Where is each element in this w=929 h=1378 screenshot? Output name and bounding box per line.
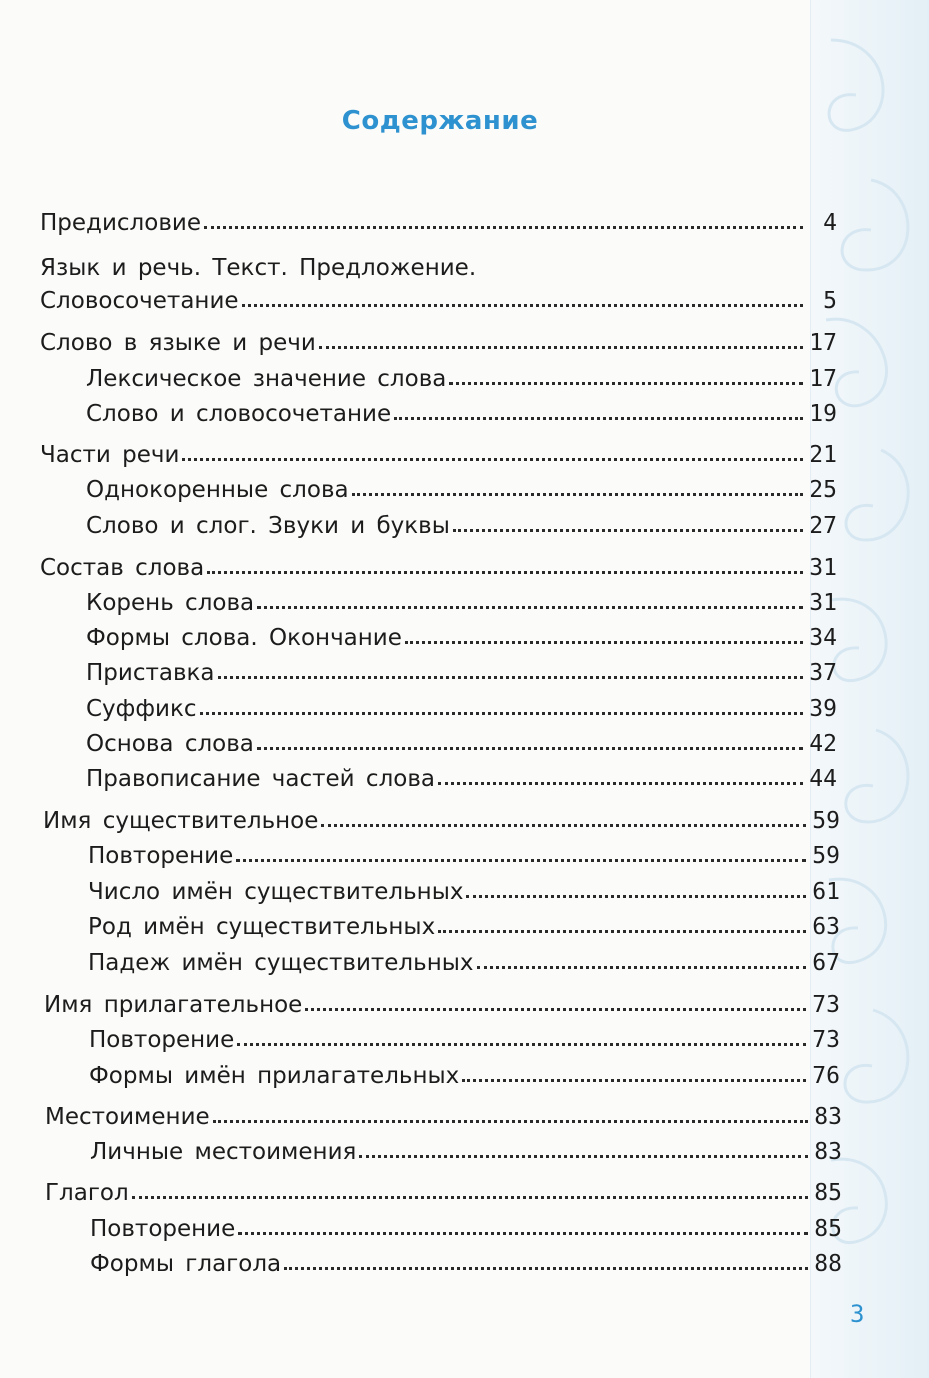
dot-leader: [242, 304, 803, 307]
toc-entry[interactable]: [86, 731, 837, 763]
dot-leader: [449, 382, 803, 385]
page-number: 3: [850, 1300, 865, 1328]
toc-entry[interactable]: [90, 1216, 842, 1248]
dot-leader: [466, 895, 806, 898]
toc-entry[interactable]: [40, 288, 837, 320]
toc-entry-label: Словосочетание: [40, 288, 239, 314]
toc-entry-page: 59: [812, 808, 840, 834]
dot-leader: [257, 606, 803, 609]
dot-leader: [438, 782, 803, 785]
dot-leader: [394, 417, 803, 420]
toc-entry[interactable]: [89, 1027, 840, 1059]
toc-entry[interactable]: [40, 442, 837, 474]
toc-entry-page: 27: [809, 513, 837, 539]
toc-entry-label-line1: Язык и речь. Текст. Предложение.: [40, 255, 477, 281]
toc-entry[interactable]: [40, 210, 837, 242]
toc-entry[interactable]: [86, 366, 837, 398]
toc-entry[interactable]: [90, 1139, 842, 1171]
dot-leader: [237, 1043, 806, 1046]
toc-entry-page: 73: [812, 992, 840, 1018]
dot-leader: [207, 571, 803, 574]
dot-leader: [305, 1008, 806, 1011]
toc-entry-page: 85: [814, 1180, 842, 1206]
toc-entry-page: 31: [809, 590, 837, 616]
toc-entry-label: Повторение: [89, 1027, 235, 1053]
toc-entry[interactable]: [40, 555, 837, 587]
dot-leader: [405, 641, 803, 644]
toc-entry[interactable]: [88, 843, 840, 875]
dot-leader: [200, 712, 804, 715]
toc-entry-page: 21: [809, 442, 837, 468]
toc-entry[interactable]: [88, 879, 840, 911]
toc-entry-page: 42: [809, 731, 837, 757]
toc-entry[interactable]: [88, 914, 840, 946]
dot-leader: [477, 966, 806, 969]
dot-leader: [438, 930, 806, 933]
toc-entry-label: Основа слова: [86, 731, 254, 757]
toc-entry-label: Однокоренные слова: [86, 477, 349, 503]
toc-entry[interactable]: [90, 1251, 842, 1283]
toc-entry-page: 67: [812, 950, 840, 976]
toc-entry-label: Падеж имён существительных: [88, 950, 474, 976]
toc-entry-label: Лексическое значение слова: [86, 366, 447, 392]
toc-entry[interactable]: [89, 1063, 840, 1095]
toc-entry-page: 83: [814, 1139, 842, 1165]
toc-entry-label: Слово в языке и речи: [40, 330, 316, 356]
page-title: Содержание: [341, 106, 539, 136]
toc-entry-label: Формы имён прилагательных: [89, 1063, 460, 1089]
dot-leader: [204, 226, 803, 229]
toc-entry-page: 59: [812, 843, 840, 869]
dot-leader: [236, 859, 806, 862]
dot-leader: [213, 1120, 808, 1123]
toc-entry[interactable]: [86, 766, 837, 798]
toc-entry-page: 88: [814, 1251, 842, 1277]
dot-leader: [218, 676, 803, 679]
toc-entry[interactable]: [40, 330, 837, 362]
toc-entry-label: Корень слова: [86, 590, 255, 616]
toc-entry-label: Личные местоимения: [90, 1139, 357, 1165]
toc-entry-label: Род имён существительных: [88, 914, 436, 940]
toc-entry-page: 83: [814, 1104, 842, 1130]
toc-entry-label: Суффикс: [86, 696, 197, 722]
toc-entry[interactable]: [86, 590, 837, 622]
toc-entry-label: Местоимение: [45, 1104, 210, 1130]
toc-entry[interactable]: [86, 401, 837, 433]
dot-leader: [132, 1196, 808, 1199]
toc-entry-page: 39: [809, 696, 837, 722]
toc-entry-label: Имя прилагательное: [44, 992, 303, 1018]
toc-entry-label: Формы слова. Окончание: [86, 625, 402, 651]
toc-entry-label: Слово и словосочетание: [86, 401, 392, 427]
toc-entry[interactable]: [43, 808, 840, 840]
toc-entry[interactable]: [86, 696, 837, 728]
toc-entry-page: 4: [823, 210, 837, 236]
toc-entry-page: 61: [812, 879, 840, 905]
toc-entry-page: 25: [809, 477, 837, 503]
toc-entry-label: Повторение: [90, 1216, 236, 1242]
toc-entry[interactable]: [86, 477, 837, 509]
toc-entry-page: 17: [809, 366, 837, 392]
toc-entry-page: 5: [823, 288, 837, 314]
dot-leader: [453, 529, 803, 532]
toc-entry-page: 73: [812, 1027, 840, 1053]
toc-entry[interactable]: [88, 950, 840, 982]
toc-entry[interactable]: [86, 660, 837, 692]
toc-entry-label: Приставка: [86, 660, 215, 686]
toc-entry-label: Формы глагола: [90, 1251, 282, 1277]
dot-leader: [319, 346, 803, 349]
toc-entry[interactable]: [45, 1180, 842, 1212]
toc-entry-page: 44: [809, 766, 837, 792]
dot-leader: [359, 1155, 808, 1158]
dot-leader: [238, 1232, 808, 1235]
toc-entry-page: 76: [812, 1063, 840, 1089]
toc-entry-label: Части речи: [40, 442, 180, 468]
toc-entry-page: 37: [809, 660, 837, 686]
toc-entry-label: Повторение: [88, 843, 234, 869]
toc-entry-label: Имя существительное: [43, 808, 319, 834]
toc-entry[interactable]: [86, 625, 837, 657]
toc-entry-page: 19: [809, 401, 837, 427]
dot-leader: [284, 1267, 808, 1270]
toc-entry-page: 34: [809, 625, 837, 651]
toc-entry-label: Правописание частей слова: [86, 766, 435, 792]
dot-leader: [182, 458, 803, 461]
toc-entry-label: Предисловие: [40, 210, 201, 236]
dot-leader: [321, 824, 806, 827]
toc-entry-page: 63: [812, 914, 840, 940]
toc-entry[interactable]: [45, 1104, 842, 1136]
toc-entry-page: 17: [809, 330, 837, 356]
dot-leader: [257, 747, 803, 750]
toc-entry-label: Слово и слог. Звуки и буквы: [86, 513, 450, 539]
dot-leader: [462, 1079, 806, 1082]
toc-entry-label: Состав слова: [40, 555, 205, 581]
toc-entry-page: 31: [809, 555, 837, 581]
toc-entry-label: Число имён существительных: [88, 879, 464, 905]
toc-entry-page: 85: [814, 1216, 842, 1242]
dot-leader: [352, 493, 803, 496]
toc-entry-label: Глагол: [45, 1180, 129, 1206]
toc-entry[interactable]: [86, 513, 837, 545]
toc-entry[interactable]: [44, 992, 840, 1024]
